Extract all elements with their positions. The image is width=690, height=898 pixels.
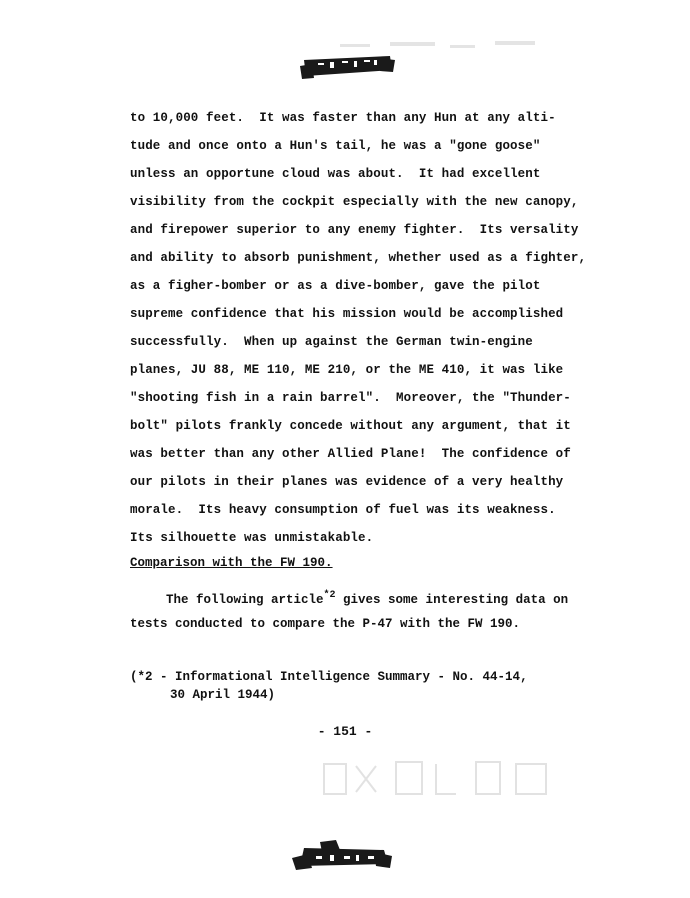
text-line: Its silhouette was unmistakable. (130, 531, 374, 545)
section-heading: Comparison with the FW 190. (130, 556, 333, 570)
page-number: - 151 - (317, 724, 373, 739)
text-line: our pilots in their planes was evidence of a very healthy (130, 475, 564, 489)
text-line: as a figher-bomber or as a dive-bomber, gave the pilot (130, 279, 541, 293)
text-fragment: gives some interesting data on (335, 593, 569, 607)
text-line: bolt" pilots frankly concede without any argument, that it (130, 419, 571, 433)
body-paragraph (130, 108, 587, 556)
text-line: "shooting fish in a rain barrel". Moreover, the "Thunder- (130, 391, 571, 405)
text-line: was better than any other Allied Plane! The confidence of (130, 447, 571, 461)
text-line: to 10,000 feet. It was faster than any Hun at any alti- (130, 111, 556, 125)
footnote-reference: *2 (323, 590, 336, 601)
text-line (130, 586, 570, 614)
text-fragment: The following article (166, 593, 324, 607)
faint-bleed-mark-bottom (316, 752, 566, 804)
paragraph-two (130, 586, 570, 642)
text-line: unless an opportune cloud was about. It had excellent (130, 167, 541, 181)
footnote-line: 30 April 1944) (170, 688, 276, 702)
text-line: and ability to absorb punishment, whether used as a fighter, (130, 251, 587, 265)
text-line: tests conducted to compare the P-47 with the FW 190. (130, 617, 521, 631)
text-line: tude and once onto a Hun's tail, he was a "gone goose" (130, 139, 541, 153)
text-line: visibility from the cockpit especially with the new canopy, (130, 195, 579, 209)
text-line: supreme confidence that his mission would be accomplished (130, 307, 564, 321)
text-line: planes, JU 88, ME 110, ME 210, or the ME 410, it was like (130, 363, 564, 377)
footnote (130, 668, 528, 704)
text-line: successfully. When up against the German twin-engine (130, 335, 533, 349)
footnote-line: (*2 - Informational Intelligence Summary - No. 44-14, (130, 670, 528, 684)
text-line: and firepower superior to any enemy fighter. Its versality (130, 223, 579, 237)
secret-stamp-top (298, 52, 396, 82)
secret-stamp-bottom (290, 838, 394, 872)
text-line: morale. Its heavy consumption of fuel was its weakness. (130, 503, 556, 517)
